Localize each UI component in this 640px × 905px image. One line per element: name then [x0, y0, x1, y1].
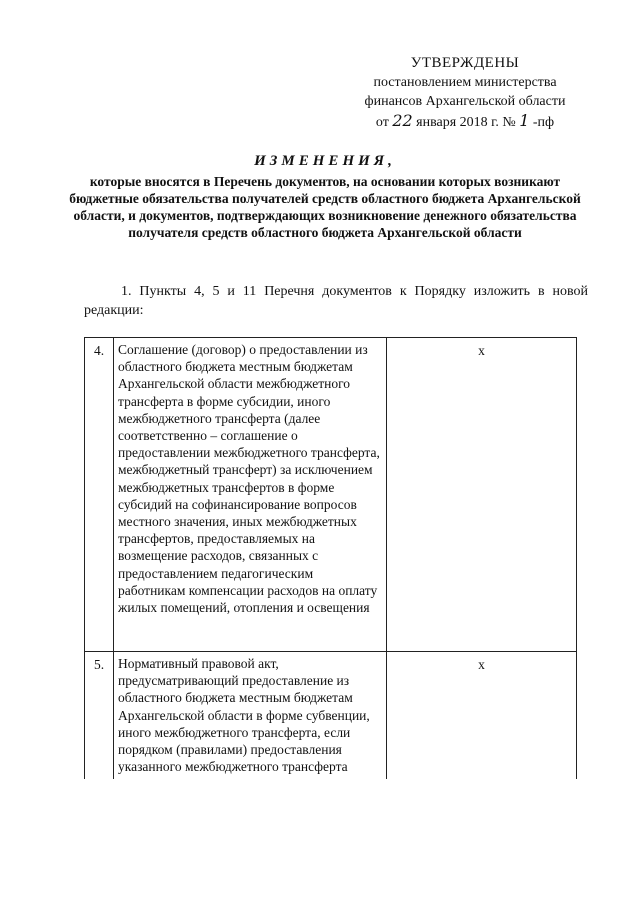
- date-suffix: -пф: [532, 115, 555, 130]
- handwritten-day: 22: [392, 111, 413, 130]
- row-number: 4.: [85, 338, 114, 652]
- approval-date-line: [330, 111, 600, 132]
- approval-block: [330, 54, 600, 132]
- table-row: [85, 652, 577, 780]
- row-mark: x: [387, 338, 577, 652]
- row-mark: x: [387, 652, 577, 780]
- row-text: Нормативный правовой акт, предусматривающий предоставление из областного бюджета местным бюджетам Архангельской области в форме субвенции, иного межбюджетного трансферта, если порядком (правилами) предоставления указанного межбюджетного трансферта: [114, 652, 387, 780]
- date-middle: января 2018 г. №: [416, 115, 516, 130]
- date-prefix: от: [375, 115, 389, 130]
- handwritten-number: 1: [519, 111, 530, 130]
- row-text: Соглашение (договор) о предоставлении из областного бюджета местным бюджетам Архангельской области межбюджетного трансферта в форме субсидии, иного межбюджетного трансферта (далее соответственно – соглашение о предоставлении межбюджетного трансферта, межбюджетный трансферт) за исключением межбюджетных трансфертов в форме субсидий на софинансирование вопросов местного значения, иных межбюджетных трансфертов, предоставляемых на возмещение расходов, связанных с предоставлением педагогическим работникам компенсации расходов на оплату жилых помещений, отопления и освещения: [114, 338, 387, 652]
- document-subtitle: которые вносятся в Перечень документов, на основании которых возникают бюджетные обязательства получателей средств областного бюджета Архангельской области, и документов, подтверждающих возникновение денежного обязательства получателя средств областного бюджета Архангельской области: [69, 174, 581, 240]
- approval-heading: УТВЕРЖДЕНЫ: [410, 55, 520, 71]
- changes-table: [84, 337, 577, 779]
- table-row: [85, 338, 577, 652]
- document-title: ИЗМЕНЕНИЯ,: [254, 153, 396, 169]
- approval-line-2: финансов Архангельской области: [364, 94, 566, 109]
- row-number: 5.: [85, 652, 114, 780]
- approval-line-1: постановлением министерства: [373, 75, 557, 90]
- document-title-block: [60, 153, 590, 241]
- intro-paragraph: 1. Пункты 4, 5 и 11 Перечня документов к Порядку изложить в новой редакции:: [84, 284, 588, 318]
